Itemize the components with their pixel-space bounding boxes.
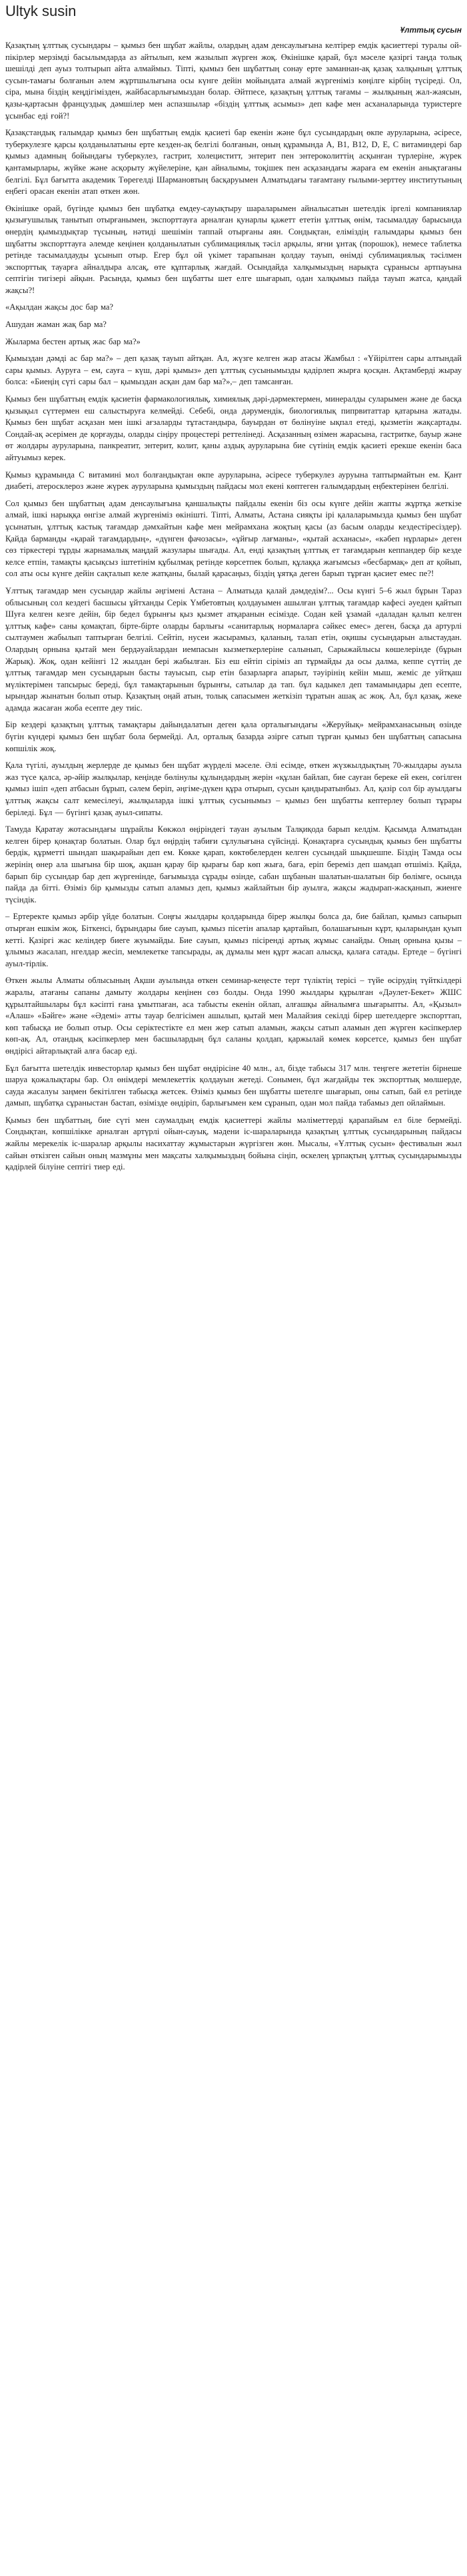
paragraph: Ашудан жаман жақ бар ма? [5, 320, 107, 330]
paragraph: Жыларма бестен артық жас бар ма?» [5, 336, 141, 346]
paragraph: Бұл бағытта шетелдік инвесторлар қымыз бен шұбат өндірісіне 40 млн., ал, бізде табысы 317 млн. теңгеге жететін бірнеше шаруа қожалықтары бар. Ол өнімдері мемлекеттік қолдауын жетеді. Сонымен, бұл жағдайды тек экспорттық мөлшерде, сауда жасалуы заңмен бекітілген табысқа жетсек. Өзіміз қымыз бен шұбатты шетелге шығарып, оны сатып, бай ел ретінде дамып, шұбатқа сұраныстан бастап, өзімізде өндіріп, барлығымен кем сұранып, одан мол пайда табамыз деп ойлаймын. [5, 1063, 462, 1108]
paragraph: Қымыз бен шұбаттың, бие сүті мен саумалдың емдік қасиеттері жайлы мәліметтерді қарапайым ел біле бермейді. Сондықтан, көпшілікке арналған артүрлі ойын-сауық, мәдени іс-шараларында қазақтың ұлттық сусындарының пайдасы жайлы мерекелік іс-шаралар арқылы насихаттау жұмыстарын жүргізген жөн. Мысалы, «Ұлттық сусын» фестивалын жыл сайын өткізген сайын оның мазмұны мен мақсаты халқымыздың бойына сіңіп, өскелең ұрпақтың ұлттық сусындарымызды қадірлей білуіне септігі тиер еді. [5, 1115, 462, 1172]
paragraph: Сол қымыз бен шұбаттың адам денсаулығына қаншалықты пайдалы екенін біз осы күнге дейін жапты жұртқа жеткізе алмай, ішкі нарыққа өнгізе алмай жүргеніміз өкінішті. Тіпті, Алматы, Астана сияқты ірі қалаларымызда қымыз бен шұбат ұсынатын, ұлттық кастық тағамдар дәмхайтын кафе мен мейрамхана жоқтың қасы (аз басым оларды кездестіресіздер). Қайда барманды «қарай тағамдардың», «дүнген фачозасы», «ұйғыр лағманы», «қытай асханасы», «кәбеп нұрлары» деген сөз тіркестері тұрды жарнамалық маңдай жазулары шығады. Ал, енді қазақтың ұлттық ет тағамдарын кеппандер бір кезде келсе етпін, тамақты қасықсыз іштетінім құбылмақ ретінде көрсетпек болып, құлаққа жағымсыз «бесбармақ» деп ат қойып, сол аты осы күнге дейін сақталып келе жатқаны, былай қарасаңыз, біздің ұятқа деген барып тұрған қасиет емес пе?! [5, 498, 462, 579]
paragraph: Өткен жылы Алматы облысының Ақши ауылында өткен семинар-кеңесте терт түліктің терісі – түйе өсірудің түйткілдері жаралы, атағаны сапаны дамыту жолдары кеңінен сөз болды. Онда 1990 жылдары құрылған «Дәулет-Бекет» ЖШС құрылтайшылары бұл кәсіпті ғана ұмытпаған, аса табысты екенін ойлап, алғашқы айналымға шығарыпты. Ал, «Қызыл» «Алаш» «Бәйге» және «Әдемі» атты тауар белгісімен ашылып, қытай мен Малайзия секілді бірер шетелдерге экспорттап, көп табысқа ие болып отыр. Осы серіктестікте ел мен жер сатып аламын, жақсы сатып аламын деп жүрген кәсіпкерлер көп-ақ. Ал, отандық кәсіпкерлер мен басшылардың бұл саланы қолдап, қаржылай көмек көрсетсе, қымыз бен шұбат өндірісі айтарлықтай алға басар еді. [5, 976, 462, 1056]
paragraph: Қала түгілі, ауылдың жерлерде де қымыз бен шұбат жүрделі мәселе. Әлі есімде, өткен жүзжылдықтың 70-жылдары ауыла жаз түсе қалса, әр-әйір жылқылар, кеңінде бөлінулы құлындардың жерін «құлан байлап, бие сауған береке ей екен, сөгілген қымыз ішіп «деп атбасын бұрып, сәлем беріп, әңгіме-дүкен құра отырып, сусын қандыратынбыз. Ал, қазір сол бір ауылдағы ұлттық жақсы салт кемесілеуі, жылқыларда ішкі ұлттық сусынымыз – қымыз бен шұбатты кептерлеу болып тұрары беріледі. Бұл — бүгінгі қазақ ауыл-сипаты. [5, 761, 462, 817]
paragraph: Бір кездері қазақтың ұлттық тамақтары дайындалатын деген қала орталығындағы «Жеруйық» мейрамханасының өзінде бүгін күндері қымыз бен шұбат бола бермейді. Ал, орталық базарда әзірге сатып тұрған қымыз бен шұбаттың сапасына көпшілік жоқ. [5, 720, 462, 753]
paragraph: Қымыз бен шұбаттың емдік қасиетін фармакологиялық, химиялық дәрі-дәрмектермен, минералды суларымен және де басқа қызықыл сүттермен еш салыстыруға келмейді. Себебі, онда дәрумендік, биологиялық пипрвитаттар қатарына жатады. Қымыз бен шұбат асқазан мен ішкі ағзаларды тұтастандыра, бауырдан өт бөлінуіне ықпал етеді, қызметін жақсартады. Сондай-ақ әсерімен де қорғауды, оларды сіңіру процестері реттелінеді. Асқазанның өзімен жарасына, гастритке, бауыр және өт жолдары ауруларына, панкреатит, энтерит, колит, қаны аздық ауруларына бие сүтінің емдік қасиеті ерекше екенін баса айтуымыз керек. [5, 394, 462, 462]
article-title: Ultyk susin [5, 3, 77, 19]
article-subtitle: Ұлттық сусын [400, 25, 462, 35]
paragraph: Қымыздан дәмді ас бар ма?» – деп қазақ тауып айтқан. Ал, жүзге келген жар атасы Жамбыл : «Үйірілтен сары алтындай сары қымыз. Ауруға – ем, сауға – күш, дәрі қымыз» деп ұлттық сусынымызды қадірлеп жырға қосқан. Ақтамберді жырау болса: «Биеңің сүті сары бал – қымыздан асқан дам бар ма?»,– деп тамсанған. [5, 354, 462, 387]
paragraph: «Ақылдан жақсы дос бар ма? [5, 302, 114, 312]
article-body [5, 40, 462, 1173]
paragraph: Қазақстандық ғалымдар қымыз бен шұбаттың емдік қасиеті бар екенін және бұл сусындардың өкпе ауруларына, әсіресе, туберкулезге қарсы қолданылатыны ерте кезден-ақ белгілі болғанын, оның құрамында А, В1, В12, D, Е, С витаминдері бар қымыз адамның бойындағы туберкулез, гастрит, холециститт, энтерит пен энтероколиттің асқынған түрлеріне, жүрек қантамырлары, жүйке және асқорыту жүйелеріне, қан айналымы, тоқішек пен асқазандағы жараға ем екенін анықтағаны белгілі. Бұл бағытта академик Төрегелді Шармановтың басқаруымен Алматыдағы тағамтану ғылыми-зерттеу институтының еңбегі орасан екенін атап өткен жөн. [5, 128, 462, 196]
paragraph: Өкінішке орай, бүгінде қымыз бен шұбатқа емдеу-сауықтыру шараларымен айналысатын шетелдік іргелі компаниялар қызығушылық танытып отырғанымен, экспорттауға арналған қунарлы қажетт ететін ұлттық өнім, тасымалдау барысында өнердің қымыздықтар түсының, нәтиді шешімін таппай отырғаны аян. Сондықтан, еліміздің ғалымдары қымыз бен шұбатты экспорттауға әлемде кеңінен қолданылатын сублимациялық тәсіл арқылы, яғни ұнтақ (порошок), немесе таблетка ретінде тасымалдауды ұсынып отыр. Егер бұл ой үкімет тарапынан қолдау тауып, өнімді сублимациялық тәсілмен экспорттық тауарға айналдыра алсақ, өте құптарлық жағдай. Осындайда халқымыздың нарықта сұранысы артпауына септігін тигізері айқын. Расында, қымыз бен шұбатты шет елге шығарып, одан халқымыз пайда тауып жатса, қандай жақсы?! [5, 203, 462, 295]
paragraph: – Ертеректе қымыз әрбір үйде болатын. Соңғы жылдары қолдарында бірер жылқы болса да, бие байлап, қымыз сапырып отырған ешкім жоқ. Біткенсі, бұрындары бие сауып, қымыз пісетін апалар қартайып, болашағынын кұрт, қыларындан қуып кетті. Қазіргі жас келіндер биеге жуымайды. Бие сауып, қымыз пісіренді артық жұмыс санайды. Оның орнына қызы – ұлымыз жасалап, нгелдар жесіп, мемлекетке тапсырады, ақ дұмалы мен құрт жасап алысқа, қалаға сатады. Ертеде – бүгінгі ауыл-тірлік. [5, 912, 462, 968]
paragraph: Ұлттық тағамдар мен сусындар жайлы әңгімені Астана – Алматыда қалай дәмдедім?... Осы күнгі 5–6 жыл бұрын Тараз облысының сол кездегі басшысы ұйтханды Серік Үмбетовтың қолдауымен ашылған ұлттық тағамдар кафесі әуеден қайтып Шуға келген кезге дейін, бір бедел бұрынғы қыз қызмет атқаранын есімізде. Содан кей ұзамай «даладан қалып келген ұлттық кафе» саны қомақтап, бірте-бірте оларды барлығы «санитарлық нормаларға сәйкес емес» деген, басқа да артурлі сылтаумен жабылып таптырған белгілі. Сейтіп, нусеи жасырамыз, қаланың, талап етін, оқишы сусындарын алыстаудан. Олардың орнына қытай мен бердәуайлардан иемпасын кызметкерлеріне салынып, Сарыжайлысы көшелерінде (бұрын Жарық). Жоқ, одан кейінгі 12 жылдан бері жабылған. Біз еш ейтіп сіріміз ап тұрмайды да осы далма, кеппе сүттің де ұлттық тағамдар мен сусындарын басты тауысып, сыр етін базарларға апарыт, тәуірінің кейін мыш, жеміс де уйтқаш мүліктерімен тапсырыс береді, бұл тамақтарынын бұрынғы, сатылар да тап. бұл кадыкел деп тамамындары деп есепте, ырындар жынатын болып отыр. Қазақтың оңай атын, толық сапасымен жеткізіп тұратын ашақ ас жоқ. Ал, бұл қазақ, жеке адамда жасаған жоба есепте деу тиіс. [5, 585, 462, 713]
paragraph: Қымыз құрамында С витамині мол болғандықтан өкпе ауруларына, әсіресе туберкулез ауруына таптырмайтын ем. Қант диабеті, атеросклероз және жүрек ауруларына қымыздың пайдасы мол екені көптеген ғалымдардың еңбектерінен белгілі. [5, 470, 462, 491]
paragraph: Қазақтың ұлттық сусындары – қымыз бен шұбат жайлы, олардың адам денсаулығына келтірер емдік қасиеттері туралы ой-пікірлер мерзімді басылымдарда аз айтылып, кем жазылып жүрген жоқ. Өкінішке қарай, бұл мәселе қазіргі таңда толық шешілді деп ауыз толтырып айта алмаймыз. Тіпті, қымыз бен шұбаттың сонау ерте заманнан-ақ қазақ халқының ұлттық сусын-тамағы болғанын әлем жұртшылығына осы күнге дейін мойындата алмай жүргеніміз көңілге кірбің түсіреді. Ол, сіра, мына біздің кеңдігімізден, жайбасарлығымыздан болар. Әйтпесе, қазақтың ұлттық тағамы – жылқының жал-жаясын, қазы-қартасын француздық дәмшілер мен аспазшылар «біздің ұлттық асымыз» деп кафе мен асханаларында туристерге ұсынбас еді ғой?! [5, 41, 462, 121]
paragraph: Тамуда Қаратау жотасындағы шұрайлы Көкжол өңіріндегі тауан ауылым Талқиқода барып келдім. Қасымда Алматыдан келген бірер қонақтар болатын. Олар бұл өңірдің табиғи сұлулығына сүйсінді. Қонақтарға сусындық қымыз бен шұбатты бердік, құрметті шындап шақырайын деп ем. Көкке қарап, көктөбелерден келген сусындай шықшешпе. Біздің Тамда осы жерінің өнер ала шығына бір шоқ, ақшан қарау бір қырағы бар көп жыға, баға, еріп береміз деп шамдап өтшіміз. Қайда, барып бір сусындар бар деп жүргенінде, бағымызда сұрады өзінде, сабан шұбанын шалатын-шалатын бір бөлімге, осында пайда да бітті. Өзіміз бір қымызды сатып аламыз деп, қымыз жайлайтын бір ауылға, жақсы жадырап-жасқанып, жиенге түсіндік. [5, 824, 462, 904]
